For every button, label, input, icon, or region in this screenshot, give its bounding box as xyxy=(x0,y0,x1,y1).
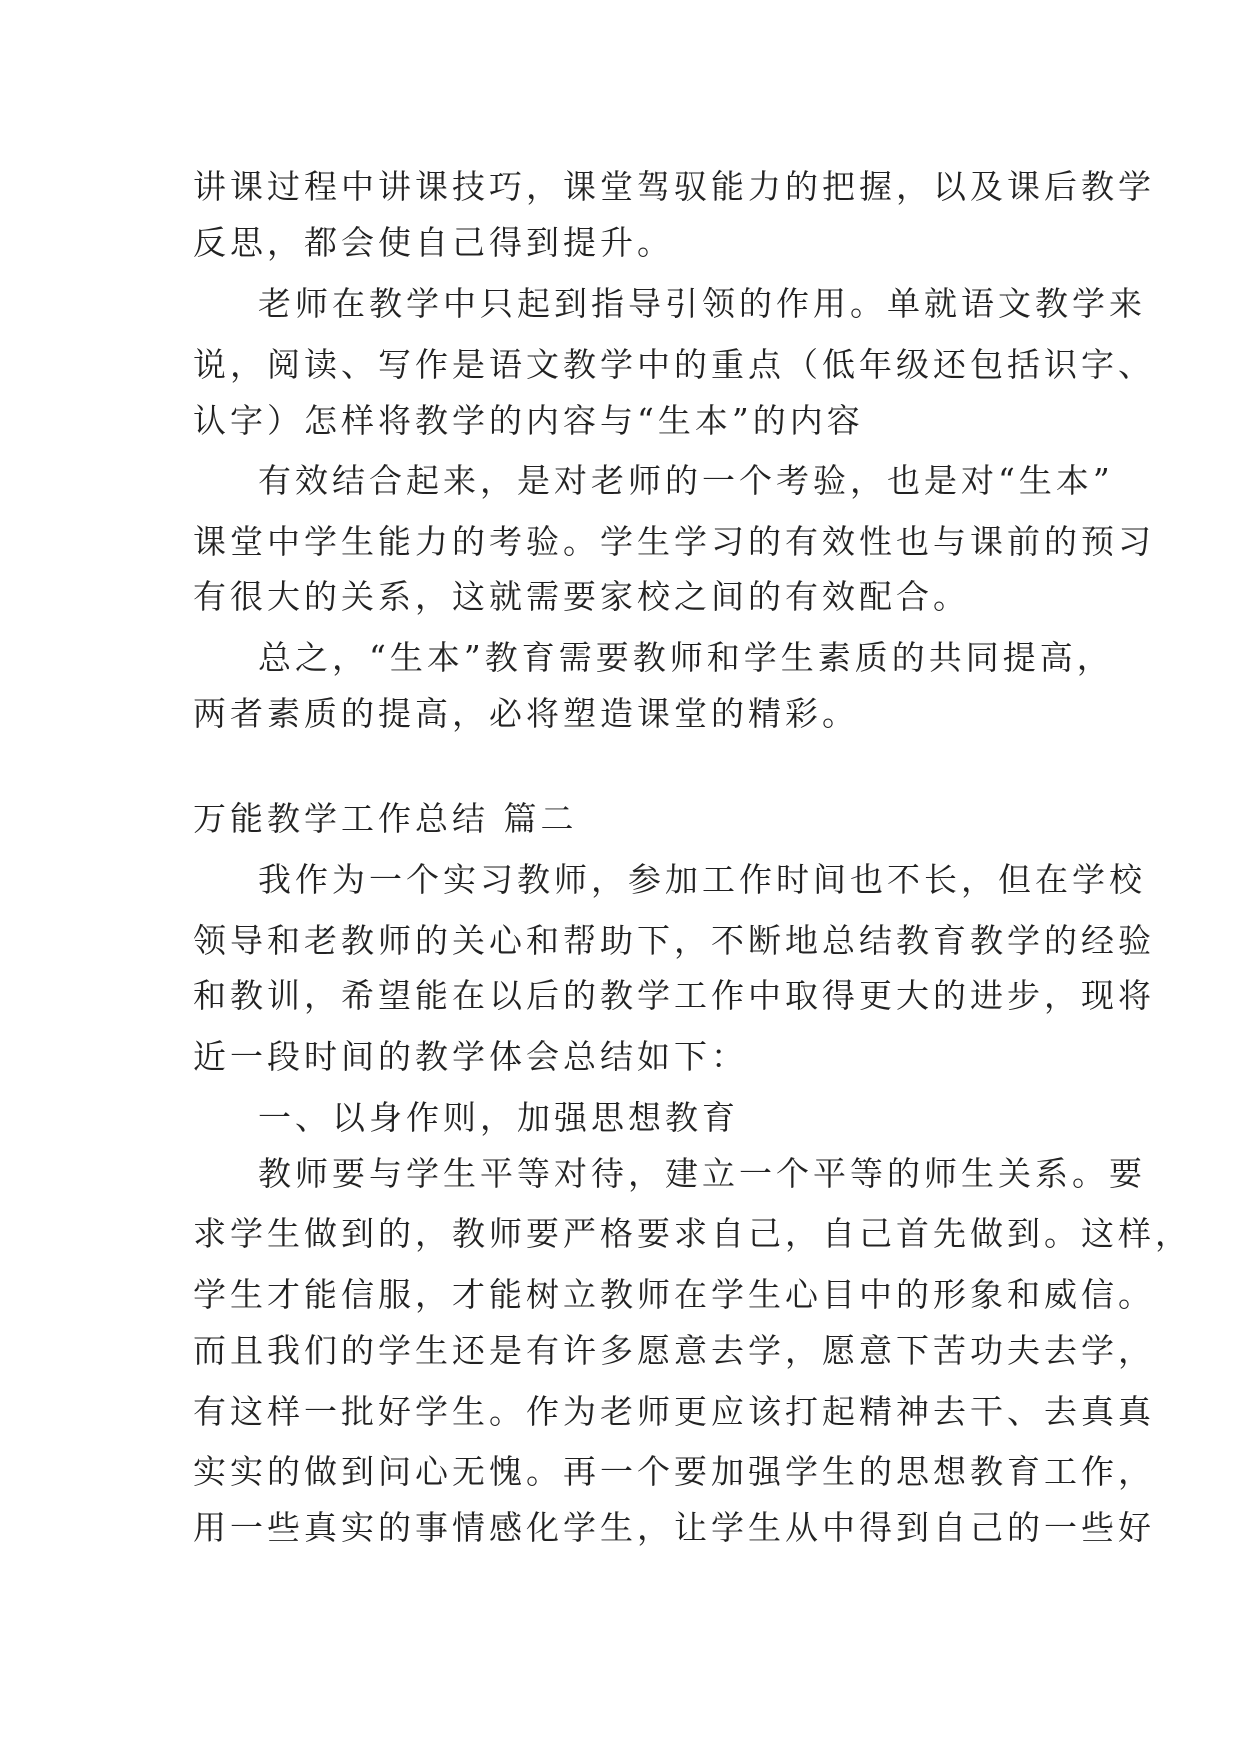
text-line: 求学生做到的，教师要严格要求自己，自己首先做到。这样， xyxy=(193,1214,1192,1253)
text-line: 课堂中学生能力的考验。学生学习的有效性也与课前的预习 xyxy=(193,522,1155,561)
text-line: 总之，“生本”教育需要教师和学生素质的共同提高， xyxy=(258,638,1114,677)
text-line: 学生才能信服，才能树立教师在学生心目中的形象和威信。 xyxy=(193,1275,1155,1314)
text-line: 实实的做到问心无愧。再一个要加强学生的思想教育工作， xyxy=(193,1452,1155,1491)
text-line: 认字）怎样将教学的内容与“生本”的内容 xyxy=(193,401,864,440)
text-line: 我作为一个实习教师，参加工作时间也不长，但在学校 xyxy=(258,860,1146,899)
text-line: 有这样一批好学生。作为老师更应该打起精神去干、去真真 xyxy=(193,1392,1155,1431)
text-line: 用一些真实的事情感化学生，让学生从中得到自己的一些好 xyxy=(193,1508,1155,1547)
text-line: 两者素质的提高，必将塑造课堂的精彩。 xyxy=(193,694,859,733)
text-line: 和教训，希望能在以后的教学工作中取得更大的进步，现将 xyxy=(193,976,1155,1015)
text-line: 近一段时间的教学体会总结如下： xyxy=(193,1037,748,1076)
text-line: 说，阅读、写作是语文教学中的重点（低年级还包括识字、 xyxy=(193,345,1155,384)
text-line: 讲课过程中讲课技巧，课堂驾驭能力的把握，以及课后教学 xyxy=(193,167,1155,206)
text-line: 教师要与学生平等对待，建立一个平等的师生关系。要 xyxy=(258,1154,1146,1193)
text-line: 反思，都会使自己得到提升。 xyxy=(193,223,674,262)
text-line: 有很大的关系，这就需要家校之间的有效配合。 xyxy=(193,577,970,616)
subheading: 一、以身作则，加强思想教育 xyxy=(258,1098,739,1137)
section-heading: 万能教学工作总结 篇二 xyxy=(193,799,578,838)
text-line: 有效结合起来，是对老师的一个考验，也是对“生本” xyxy=(258,461,1114,500)
text-line: 而且我们的学生还是有许多愿意去学，愿意下苦功夫去学， xyxy=(193,1331,1155,1370)
text-line: 老师在教学中只起到指导引领的作用。单就语文教学来 xyxy=(258,284,1146,323)
text-line: 领导和老教师的关心和帮助下，不断地总结教育教学的经验 xyxy=(193,921,1155,960)
